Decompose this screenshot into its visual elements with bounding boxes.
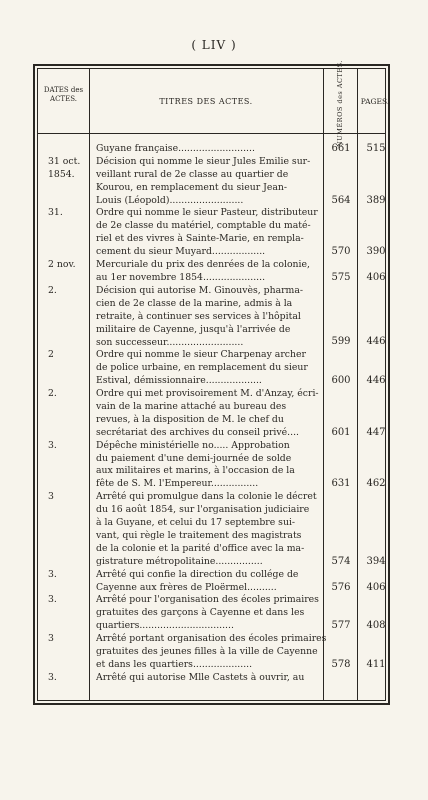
- row-page-number: 446: [366, 375, 386, 387]
- row-date: 3.: [48, 568, 57, 580]
- row-act-number: 576: [331, 581, 351, 593]
- row-date: 31.: [48, 207, 63, 219]
- row-act-number: 574: [331, 555, 351, 567]
- row-page-number: 515: [366, 143, 386, 154]
- row-title: [96, 207, 326, 259]
- row-title-line: du paiement d'une demi-journée de solde: [96, 452, 292, 464]
- row-title-line: Ordre qui met provisoirement M. d'Anzay, écri-: [96, 388, 319, 400]
- row-title-line: Arrêté portant organisation des écoles primaires: [96, 633, 326, 645]
- row-title-line: Kourou, en remplacement du sieur Jean-: [96, 181, 288, 193]
- row-title-line: de police urbaine, en remplacement du sieur: [96, 362, 308, 374]
- row-title: [96, 259, 326, 285]
- row-title: [96, 349, 326, 388]
- table-row: [38, 672, 385, 685]
- row-title-line: au 1er novembre 1854.....................: [96, 271, 266, 283]
- row-title-line: veillant rural de 2e classe au quartier de: [96, 168, 289, 180]
- row-act-number: 601: [331, 426, 351, 438]
- row-title-line: vant, qui règle le traitement des magistrats: [96, 529, 302, 541]
- row-title-line: Louis (Léopold).........................: [96, 194, 244, 206]
- row-title-line: riel et des vivres à Sainte-Marie, en rempla-: [96, 233, 304, 245]
- table-row: [38, 569, 385, 595]
- row-title-line: de la colonie et la parité d'office avec la ma-: [96, 542, 305, 554]
- row-title-line: Estival, démissionnaire...................: [96, 375, 262, 387]
- row-page-number: 406: [366, 581, 386, 593]
- row-title-line: Cayenne aux frères de Ploërmel..........: [96, 581, 277, 593]
- row-act-number: 564: [331, 194, 351, 206]
- row-title-line: fête de S. M. l'Empereur................: [96, 478, 259, 490]
- row-title: [96, 440, 326, 492]
- table-row: [38, 491, 385, 568]
- row-title-line: Dépêche ministérielle no..... Approbation: [96, 439, 290, 451]
- table-row: [38, 207, 385, 259]
- row-title-line: Guyane française..........................: [96, 143, 255, 154]
- row-title-line: du 16 août 1854, sur l'organisation judiciaire: [96, 504, 310, 516]
- row-title: [96, 285, 326, 350]
- row-title: [96, 594, 326, 633]
- row-act-number: 599: [331, 336, 351, 348]
- index-table: [33, 59, 390, 705]
- row-title-line: Ordre qui nomme le sieur Pasteur, distributeur: [96, 207, 318, 219]
- row-title: [96, 569, 326, 595]
- row-title-line: Arrêté pour l'organisation des écoles primaires: [96, 594, 319, 606]
- header-dates: DATES des ACTES.: [43, 86, 84, 103]
- row-page-number: 389: [366, 194, 386, 206]
- row-act-number: 575: [331, 271, 351, 283]
- header-titres: TITRES DES ACTES.: [159, 97, 253, 106]
- row-title-line: vain de la marine attaché au bureau des: [96, 400, 287, 412]
- row-title-line: à la Guyane, et celui du 17 septembre sui-: [96, 517, 296, 529]
- row-act-number: 577: [331, 620, 351, 632]
- row-date: 3: [48, 491, 54, 503]
- row-date: 3: [48, 633, 54, 645]
- row-title-line: Décision qui autorise M. Ginouvès, pharma-: [96, 284, 304, 296]
- row-title-line: gratuites des garçons à Cayenne et dans les: [96, 607, 305, 619]
- row-title-line: Ordre qui nomme le sieur Charpenay archer: [96, 349, 306, 361]
- row-title-line: aux militaires et marins, à l'occasion de la: [96, 465, 295, 477]
- row-title-line: Décision qui nomme le sieur Jules Emilie sur-: [96, 155, 311, 167]
- row-page-number: 411: [366, 658, 386, 670]
- row-title-line: Arrêté qui autorise Mlle Castets à ouvrir, au: [96, 671, 305, 683]
- row-act-number: 600: [331, 375, 351, 387]
- row-date: 2.: [48, 284, 57, 296]
- row-title-line: retraite, à continuer ses services à l'hôpital: [96, 310, 301, 322]
- row-title-line: quartiers................................: [96, 620, 234, 632]
- header-numeros-label: NUMÉROS des ACTES.: [335, 59, 344, 147]
- page-number: ( LIV ): [191, 38, 237, 52]
- row-act-number: 631: [331, 478, 351, 490]
- row-title-line: de 2e classe du matériel, comptable du maté-: [96, 220, 311, 232]
- row-date: 2.: [48, 388, 57, 400]
- row-act-number: 661: [331, 143, 351, 154]
- table-row: [38, 143, 385, 156]
- row-date: 31 oct. 1854.: [48, 155, 81, 180]
- table-row: [38, 156, 385, 208]
- row-title-line: gistrature métropolitaine................: [96, 555, 263, 567]
- row-title-line: cement du sieur Muyard..................: [96, 246, 266, 258]
- row-page-number: 447: [366, 426, 386, 438]
- table-row: [38, 388, 385, 440]
- row-title-line: secrétariat des archives du conseil privé....: [96, 426, 299, 438]
- row-title: [96, 143, 326, 156]
- row-title-line: et dans les quartiers....................: [96, 658, 253, 670]
- table-inner-frame: [37, 59, 390, 701]
- row-page-number: 394: [366, 555, 386, 567]
- row-page-number: 406: [366, 271, 386, 283]
- table-row: [38, 349, 385, 388]
- table-row: [38, 285, 385, 350]
- row-date: 2 nov.: [48, 259, 76, 271]
- row-title-line: Mercuriale du prix des denrées de la colonie,: [96, 259, 310, 271]
- row-date: 3.: [48, 671, 57, 683]
- row-page-number: 390: [366, 246, 386, 258]
- row-act-number: 570: [331, 246, 351, 258]
- row-date: 3.: [48, 594, 57, 606]
- header-numeros: [323, 59, 357, 147]
- table-row: [38, 594, 385, 633]
- row-date: 2: [48, 349, 54, 361]
- row-page-number: 462: [366, 478, 386, 490]
- row-title-line: Arrêté qui promulgue dans la colonie le décret: [96, 491, 317, 503]
- header-pages: PAGES.: [360, 97, 390, 106]
- row-title: [96, 633, 326, 672]
- row-act-number: 578: [331, 658, 351, 670]
- table-body: [38, 143, 385, 685]
- table-row: [38, 440, 385, 492]
- row-title: [96, 672, 326, 685]
- table-row: [38, 633, 385, 672]
- row-page-number: 446: [366, 336, 386, 348]
- header-divider: [38, 133, 385, 134]
- row-title-line: son successeur..........................: [96, 336, 244, 348]
- row-title: [96, 156, 326, 208]
- row-date: 3.: [48, 439, 57, 451]
- row-title: [96, 491, 326, 568]
- row-page-number: 408: [366, 620, 386, 632]
- table-row: [38, 259, 385, 285]
- row-title-line: gratuites des jeunes filles à la ville de Cayenne: [96, 646, 318, 658]
- row-title-line: Arrêté qui confie la direction du collége de: [96, 568, 299, 580]
- row-title-line: cien de 2e classe de la marine, admis à la: [96, 297, 293, 309]
- row-title-line: revues, à la disposition de M. le chef du: [96, 413, 284, 425]
- row-title-line: militaire de Cayenne, jusqu'à l'arrivée de: [96, 323, 291, 335]
- row-title: [96, 388, 326, 440]
